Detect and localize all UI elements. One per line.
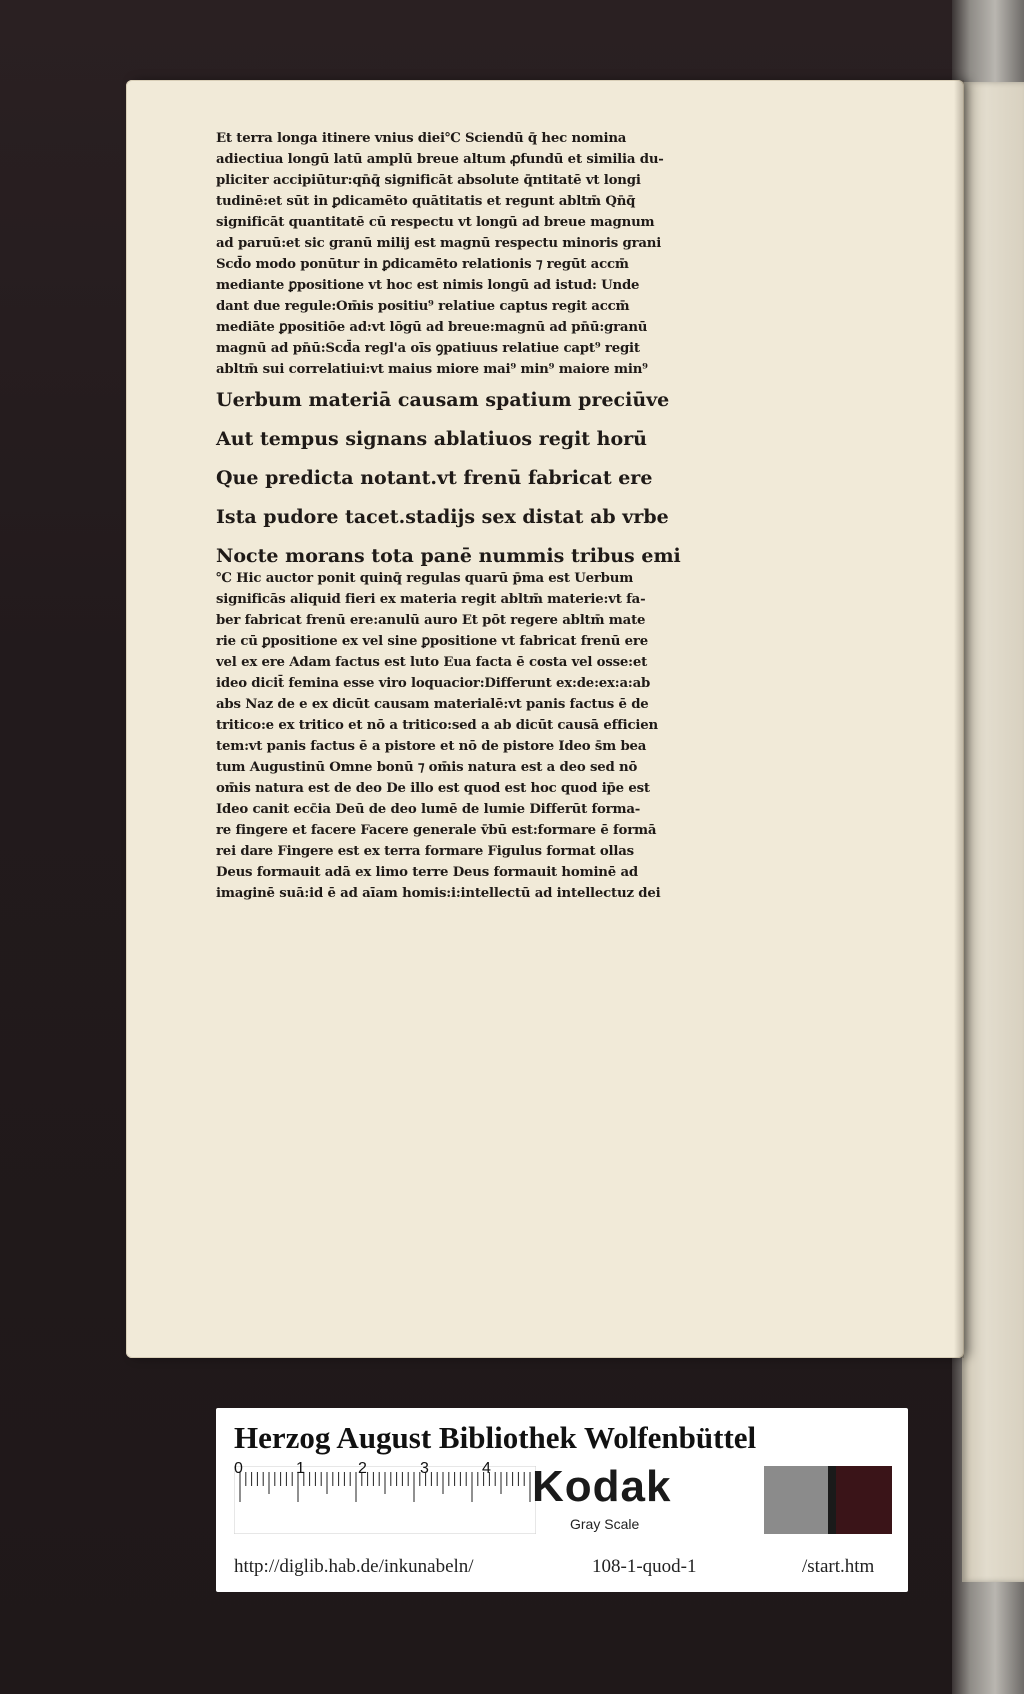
ruler-label-3: 3 <box>420 1460 429 1477</box>
commentary-line: rie cū ꝑpositione ex vel sine ꝑpositione vt fabricat frenū ere <box>216 634 648 649</box>
commentary-line: magnū ad pn̄ū:Scd̄a regl'a oīs ꝯpatiuus relatiue capt⁹ regit <box>216 341 640 356</box>
color-target-card <box>216 1408 908 1592</box>
swatch-gray <box>764 1466 828 1534</box>
commentary-top <box>216 128 706 380</box>
commentary-line: abs Naz de e ex dicūt causam materialē:vt panis factus ē de <box>216 697 649 712</box>
commentary-bottom <box>216 568 706 904</box>
verse-line: Uerbum materiā causam spatium preciūve <box>216 389 670 411</box>
commentary-line: Deus formauit adā ex limo terre Deus formauit hominē ad <box>216 865 638 880</box>
commentary-line: Scd̄o modo ponūtur in ꝑdicamēto relationis ⁊ regūt accm̄ <box>216 257 629 272</box>
commentary-line: vel ex ere Adam factus est luto Eua facta ē costa vel osse:et <box>216 655 648 670</box>
ruler-label-2: 2 <box>358 1460 367 1477</box>
verse-line: Nocte morans tota panē nummis tribus emi <box>216 545 681 567</box>
commentary-line: ad paruū:et sic granū milij est magnū respectu minoris grani <box>216 236 662 251</box>
commentary-line: tem:vt panis factus ē a pistore et nō de pistore Ideo s̄m bea <box>216 739 647 754</box>
library-name: Herzog August Bibliothek Wolfenbüttel <box>234 1420 757 1455</box>
url-id: 108-1-quod-1 <box>592 1556 697 1577</box>
verse-line: Ista pudore tacet.stadijs sex distat ab vrbe <box>216 506 669 528</box>
commentary-line: imaginē suā:id ē ad aīam homis:i:intellectū ad intellectuz dei <box>216 886 661 901</box>
ruler-label-0: 0 <box>234 1460 243 1477</box>
commentary-line: abltm̄ sui correlatiui:vt maius miore mai⁹ min⁹ maiore min⁹ <box>216 362 648 377</box>
adjacent-leaf <box>962 82 1024 1582</box>
commentary-line: ideo dicit̄ femina esse viro loquacior:Differunt ex:de:ex:a:ab <box>216 676 651 691</box>
commentary-line: pliciter accipiūtur:qn̄q̄ significāt absolute q̄ntitatē vt longi <box>216 173 641 188</box>
commentary-line: significās aliquid fieri ex materia regit abltm̄ materie:vt fa- <box>216 592 646 607</box>
kodak-logo: Kodak <box>532 1462 672 1511</box>
swatch-black <box>828 1466 836 1534</box>
swatch-maroon <box>836 1466 892 1534</box>
verse-block <box>216 388 706 568</box>
commentary-line: re fingere et facere Facere generale v̄bū est:formare ē formā <box>216 823 657 838</box>
commentary-line: significāt quantitatē cū respectu vt longū ad breue magnum <box>216 215 655 230</box>
commentary-line: mediāte ꝑpositiōe ad:vt lōgū ad breue:magnū ad pn̄ū:granū <box>216 320 648 335</box>
verse-line: Que predicta notant.vt frenū fabricat ere <box>216 467 653 489</box>
url-base: http://diglib.hab.de/inkunabeln/ <box>234 1556 474 1577</box>
commentary-line: tritico:e ex tritico et nō a tritico:sed a ab dicūt causā efficien <box>216 718 658 733</box>
commentary-line: dant due regule:Om̄is positiu⁹ relatiue captus regit accm̄ <box>216 299 630 314</box>
commentary-line: ber fabricat frenū ere:anulū auro Et pōt regere abltm̄ mate <box>216 613 646 628</box>
commentary-line: ℃ Hic auctor ponit quinq̄ regulas quarū p̄ma est Uerbum <box>216 571 634 586</box>
verse-line: Aut tempus signans ablatiuos regit horū <box>216 428 647 450</box>
commentary-line: Ideo canit ecc̄ia Deū de deo lumē de lumie Differūt forma- <box>216 802 641 817</box>
commentary-line: rei dare Fingere est ex terra formare Figulus format ollas <box>216 844 634 859</box>
url-suffix: /start.htm <box>802 1556 875 1577</box>
commentary-line: Et terra longa itinere vnius diei℃ Sciendū q̄ hec nomina <box>216 131 627 146</box>
page-gutter-shadow <box>954 80 964 1358</box>
commentary-line: tum Augustinū Omne bonū ⁊ om̄is natura est a deo sed nō <box>216 760 638 775</box>
commentary-line: om̄is natura est de deo De illo est quod est hoc quod ip̄e est <box>216 781 650 796</box>
commentary-line: mediante ꝑpositione vt hoc est nimis longū ad istud: Unde <box>216 278 640 293</box>
gray-swatches <box>764 1466 892 1534</box>
page-text-block <box>216 128 706 904</box>
gray-scale-label: Gray Scale <box>570 1516 640 1532</box>
ruler-label-4: 4 <box>482 1460 491 1477</box>
ruler-label-1: 1 <box>296 1460 305 1477</box>
commentary-line: adiectiua longū latū amplū breue altum ꝓfundū et similia du- <box>216 152 664 167</box>
commentary-line: tudinē:et sūt in ꝑdicamēto quātitatis et regunt abltm̄ Qn̄q̄ <box>216 194 636 209</box>
